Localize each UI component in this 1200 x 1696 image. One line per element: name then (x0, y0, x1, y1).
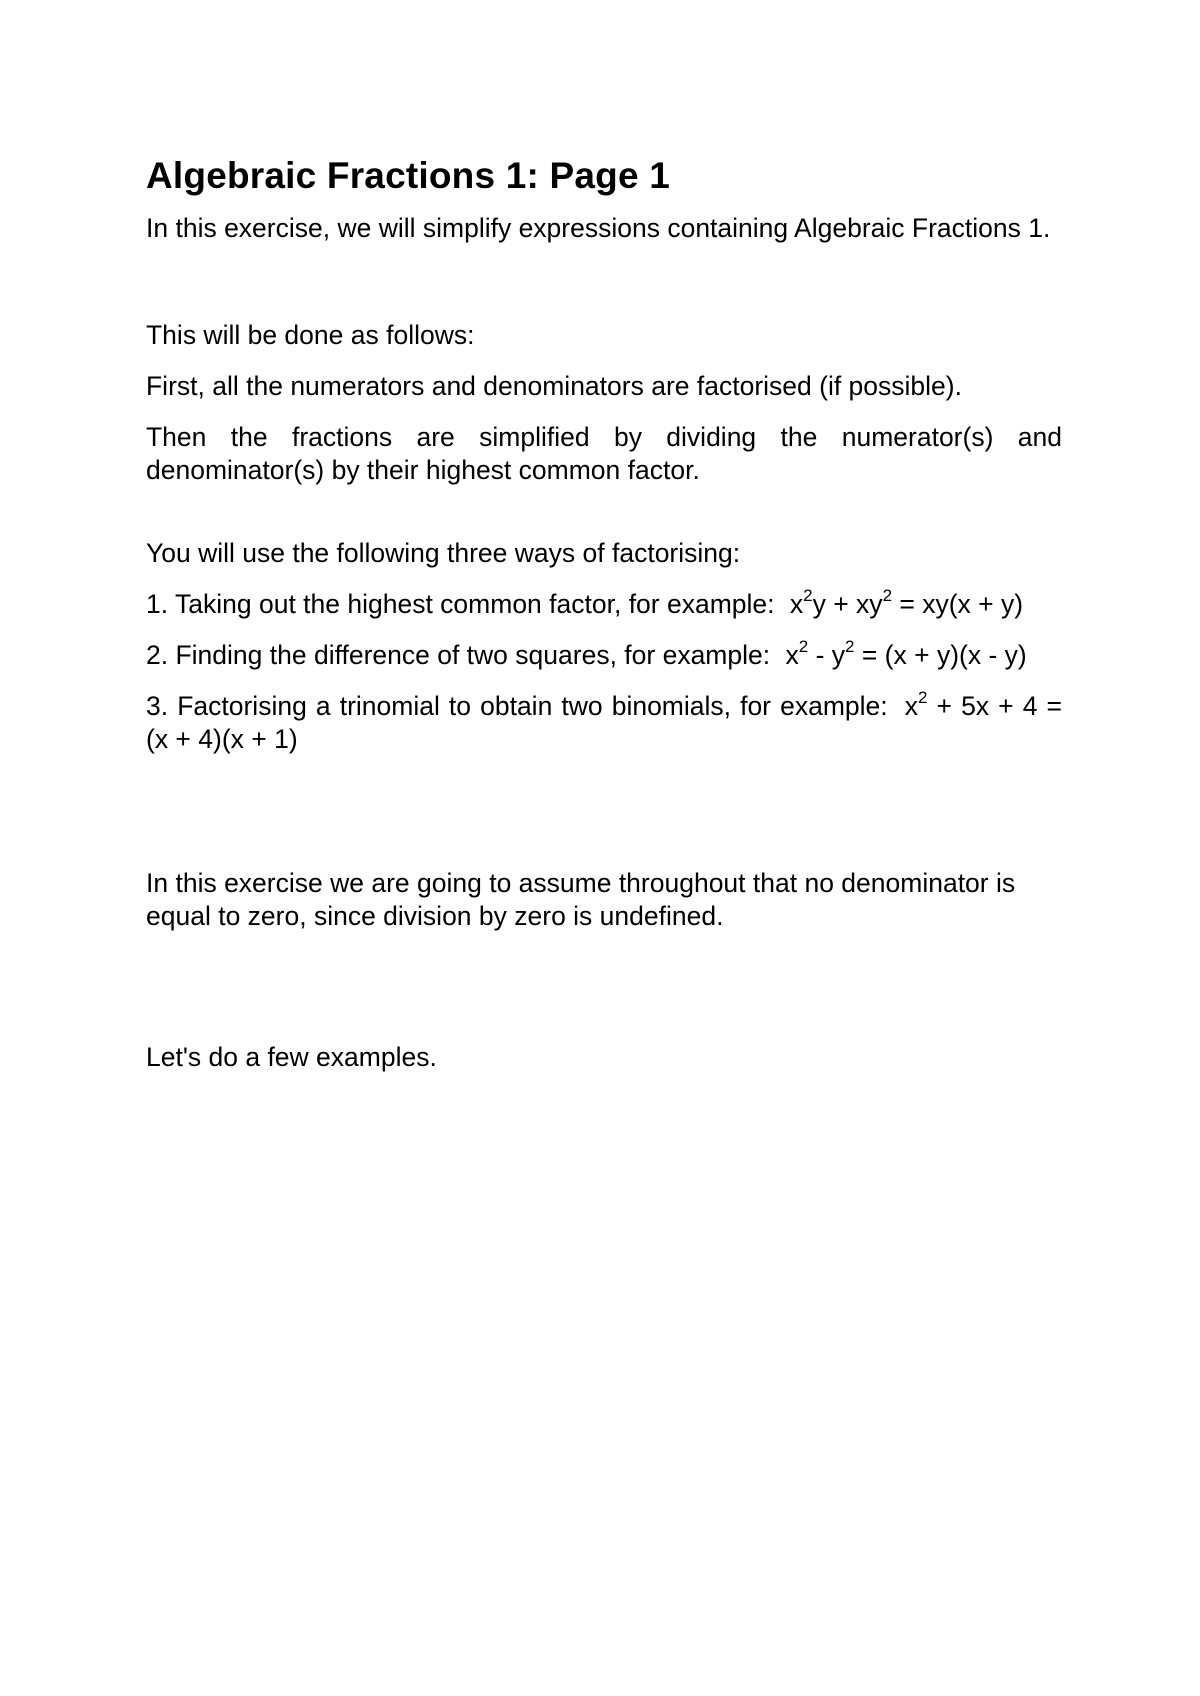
list-number: 2. (146, 640, 169, 670)
list-text: Taking out the highest common factor, for example: (175, 589, 775, 619)
example-expression: $x^2 + 5x + 4 = (x + 4)(x + 1)$ (146, 688, 1062, 754)
ways-heading: You will use the following three ways of factorising: (146, 538, 741, 568)
example-expression: $x^2 - y^2 = (x + y)(x - y)$ (785, 637, 1027, 670)
step-then-paragraph: Then the fractions are simplified by dividing the numerator(s) and denominator(s) by their highest common factor. (146, 422, 1062, 485)
step-first-paragraph: First, all the numerators and denominators are factorised (if possible). (146, 371, 962, 401)
assumption-paragraph: In this exercise we are going to assume throughout that no denominator is equal to zero, since division by zero is undefined. (146, 868, 1016, 931)
document-page (146, 148, 1062, 1074)
list-text: Finding the difference of two squares, for example: (175, 640, 771, 670)
list-item-2 (146, 639, 1062, 672)
page-title: Algebraic Fractions 1: Page 1 (146, 155, 670, 196)
closing-paragraph: Let's do a few examples. (146, 1042, 437, 1072)
list-text: Factorising a trinomial to obtain two binomials, for example: (177, 691, 888, 721)
list-number: 1. (146, 589, 169, 619)
example-expression: $x^2y + xy^2 = xy(x + y)$ (789, 586, 1024, 619)
list-number: 3. (146, 691, 169, 721)
list-item-3 (146, 690, 1062, 756)
method-heading: This will be done as follows: (146, 320, 475, 350)
list-item-1 (146, 588, 1062, 621)
intro-paragraph: In this exercise, we will simplify expressions containing Algebraic Fractions 1. (146, 213, 1051, 243)
